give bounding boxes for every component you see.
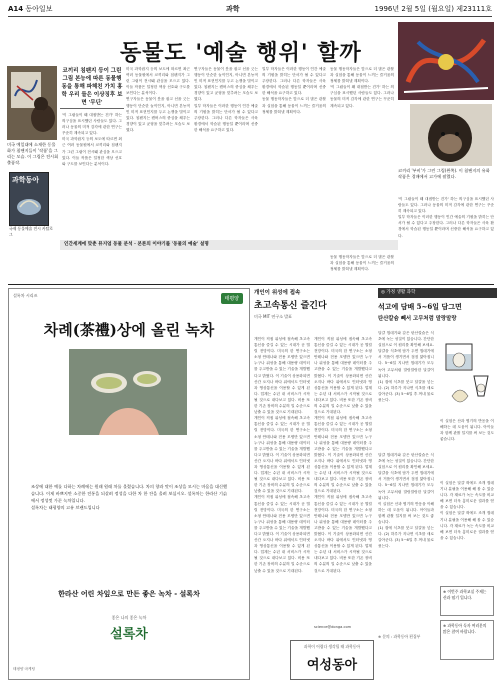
feature-body-col5: 동물 행동학자들은 앞으로 더 많은 관찰과 실험을 통해 동물이 느끼는 즐거움의 정체를 밝혀낼 계획이다. '이 그림들이 왜 대접받는 건가' 하는 의구심을 표시했던 사람들도 있다. 그러나 동물의 미적 감각에 관한 연구는 꾸준히 계속되고 있다. — [330, 67, 394, 108]
science-title: 석고에 담배 5~6일 담그면 — [378, 302, 462, 311]
bottom-magazine-ad — [290, 640, 374, 680]
book-caption: 국제 동물예술 전시 카탈로그 — [9, 226, 53, 237]
ad-brand-badge: 태평양 — [221, 293, 244, 304]
bottom-ad-small: 과학이 어렵다 생각될 때 과학동아 — [303, 644, 361, 649]
feature-body-col2: 미국 과학잡지 등의 보도에 따르면 최근 여러 동물원에서 코끼리와 침팬지가 그린 그림이 전시돼 관심을 모으고 있다. 이들 작품은 일정한 색상 선호와 구도를 보인다는 분석이다. 연구자들은 동물이 붓을 잡고 선을 긋는 행동이 단순한 놀이인지, 아니면 본능적인 미적 표현인지를 두고 논쟁을 벌이고 있다. 침팬지는 캔버스의 중심을 채우는 경향이 있고 균형을 맞추려는 모습도 보였다. — [126, 67, 190, 132]
section-divider — [8, 284, 494, 285]
book-title: 과학동아 — [12, 175, 40, 184]
subhead-divider — [60, 108, 124, 109]
ad-tag: 설록차 시리즈 — [13, 293, 38, 298]
feature-body-col3: 연구자들은 동물이 붓을 잡고 선을 긋는 행동이 단순한 놀이인지, 아니면 본능적인 미적 표현인지를 두고 논쟁을 벌이고 있다. 침팬지는 캔버스의 중심을 채우는 경향이 있고 균형을 맞추려는 모습도 보였다. 일부 학자들은 이러한 행동이 인간 예술의 기원을 밝히는 단서가 될 수 있다고 주장한다. 그러나 다른 학자들은 사육 환경에서 학습된 행동일 뿐이라며 신중한 해석을 요구하고 있다. — [194, 67, 258, 132]
ad-slogan: 한라산 어린 차잎으로 만든 좋은 녹차 - 설록차 — [58, 589, 200, 598]
chimp-portrait-photo — [410, 104, 492, 166]
science-text-b: 이 실험은 산과 염기의 반응을 이해하는 데 도움이 됩니다. 아이들과 함께 관찰 일지를 써 보는 것도 좋습니다. — [440, 419, 494, 442]
right-far-text: 이 실험은 달걀 외에도 조개 껍데기나 분필을 이용해 해 볼 수 있습니다. 각 재료가 녹는 속도를 비교해 보면 더욱 흥미로운 결과를 얻을 수 있습니다. 이 실험은 달걀 외에도 조개 껍데기나 분필을 이용해 해 볼 수 있습니다. 각 재료가 녹는 속도를 비교해 보면 더욱 흥미로운 결과를 얻을 수 있습니다. — [440, 481, 494, 540]
science-title2: 탄산칼슘 빼서 고무처럼 말랑말랑 — [378, 316, 457, 322]
info-box-2: ※ 과학동아 독자 여러분의 많은 참여 바랍니다. — [440, 620, 494, 660]
right-photo-caption: 코끼리 '부비'가 그린 그림(왼쪽). 이 침팬지의 유화 작품은 경매에서 고가에 팔렸다. — [398, 168, 490, 179]
science-text-c: 달걀 껍데기와 같은 탄산칼슘은 식초에 녹는 성질이 있습니다. 간단한 실험으로 이 원리를 확인해 보세요. 달걀을 식초에 담가 두면 껍데기에서 거품이 생기면서 점점 얇아집니다. 5~6일 지나면 껍데기가 모두 녹아 고무처럼 말랑말랑한 달걀이 됩니다. 이 실험은 산과 염기의 반응을 이해하는 데 도움이 됩니다. 아이들과 함께 관찰 일지를 써 보는 것도 좋습니다. (1) 컵에 식초를 붓고 달걀을 넣는다. (2) 하루가 지나면 식초를 새로 갈아준다. (3) 5~6일 후 꺼내 물로 씻는다. — [378, 453, 434, 549]
left-photo-caption: 미국 예일대에 소재한 동물화가 침팬지들이 '작품'을 그리는 모습. 이 그림은 전시회 출품작. — [7, 142, 59, 165]
book-cover-art — [10, 187, 48, 221]
satellite-email: science@donga.com — [314, 625, 352, 629]
satellite-article-head — [254, 288, 372, 334]
page-header — [8, 2, 492, 17]
info-box-1: ※ 이번주 과학교실 주제는 산과 염기 입니다. — [440, 586, 494, 616]
satellite-col1: 개인이 직접 위성에 접속해 초고속통신을 즐길 수 있는 시대가 곧 열릴 전망이다. 미국의 한 연구소는 소형 안테나와 전용 모뎀만 있으면 누구나 위성을 통해 대용량 데이터를 주고받을 수 있는 기술을 개발했다고 밝혔다. 이 기술이 상용화되면 산간 오지나 바다 위에서도 인터넷과 영상통신을 이용할 수 있게 된다. 업계는 수년 내 서비스가 시작될 것으로 내다보고 있다. 비용 또한 기존 장비의 수분의 일 수준으로 낮출 수 있을 것으로 기대된다. 개인이 직접 위성에 접속해 초고속통신을 즐길 수 있는 시대가 곧 열릴 전망이다. 미국의 한 연구소는 소형 안테나와 전용 모뎀만 있으면 누구나 위성을 통해 대용량 데이터를 주고받을 수 있는 기술을 개발했다고 밝혔다. 이 기술이 상용화되면 산간 오지나 바다 위에서도 인터넷과 영상통신을 이용할 수 있게 된다. 업계는 수년 내 서비스가 시작될 것으로 내다보고 있다. 비용 또한 기존 장비의 수분의 일 수준으로 낮출 수 있을 것으로 기대된다. 개인이 직접 위성에 접속해 초고속통신을 즐길 수 있는 시대가 곧 열릴 전망이다. 미국의 한 연구소는 소형 안테나와 전용 모뎀만 있으면 누구나 위성을 통해 대용량 데이터를 주고받을 수 있는 기술을 개발했다고 밝혔다. 이 기술이 상용화되면 산간 오지나 바다 위에서도 인터넷과 영상통신을 이용할 수 있게 된다. 업계는 수년 내 서비스가 시작될 것으로 내다보고 있다. 비용 또한 기존 장비의 수분의 일 수준으로 낮출 수 있을 것으로 기대된다. — [254, 337, 310, 573]
feature-subhead: 코끼리 침팬지 등이 그린 그림 본능에 따른 동물행동을 통해 파헤친 가치 홍학 우리 들은 이상징후 보면 '무딘' — [61, 68, 123, 106]
issue-date: 1996년 2월 5일 (월요일) 제23111호 — [374, 5, 492, 13]
feature-body-col4: 일부 학자들은 이러한 행동이 인간 예술의 기원을 밝히는 단서가 될 수 있다고 주장한다. 그러나 다른 학자들은 사육 환경에서 학습된 행동일 뿐이라며 신중한 해석을 요구하고 있다. 동물 행동학자들은 앞으로 더 많은 관찰과 실험을 통해 동물이 느끼는 즐거움의 정체를 밝혀낼 계획이다. — [262, 67, 326, 114]
satellite-kicker: 개인이 위성에 접속 — [254, 290, 301, 296]
tea-cup-photo — [69, 349, 187, 435]
chimp-painting-photo — [7, 66, 57, 140]
experiment-diagram — [440, 336, 494, 416]
sidebar-text: 동물 행동학자들은 앞으로 더 많은 관찰과 실험을 통해 동물이 느끼는 즐거움의 정체를 밝혀낼 계획이다. — [330, 255, 394, 272]
sidebar-bar: 인간세계에 맞춘 뮤지엄 동물 분석 · 본론의 이야기를 '동물의 예술' 설명 — [60, 240, 398, 250]
science-kicker: ◎ 가정 생활 과학 — [378, 288, 497, 298]
satellite-col2: 개인이 직접 위성에 접속해 초고속통신을 즐길 수 있는 시대가 곧 열릴 전망이다. 미국의 한 연구소는 소형 안테나와 전용 모뎀만 있으면 누구나 위성을 통해 대용량 데이터를 주고받을 수 있는 기술을 개발했다고 밝혔다. 이 기술이 상용화되면 산간 오지나 바다 위에서도 인터넷과 영상통신을 이용할 수 있게 된다. 업계는 수년 내 서비스가 시작될 것으로 내다보고 있다. 비용 또한 기존 장비의 수분의 일 수준으로 낮출 수 있을 것으로 기대된다. 개인이 직접 위성에 접속해 초고속통신을 즐길 수 있는 시대가 곧 열릴 전망이다. 미국의 한 연구소는 소형 안테나와 전용 모뎀만 있으면 누구나 위성을 통해 대용량 데이터를 주고받을 수 있는 기술을 개발했다고 밝혔다. 이 기술이 상용화되면 산간 오지나 바다 위에서도 인터넷과 영상통신을 이용할 수 있게 된다. 업계는 수년 내 서비스가 시작될 것으로 내다보고 있다. 비용 또한 기존 장비의 수분의 일 수준으로 낮출 수 있을 것으로 기대된다. 개인이 직접 위성에 접속해 초고속통신을 즐길 수 있는 시대가 곧 열릴 전망이다. 미국의 한 연구소는 소형 안테나와 전용 모뎀만 있으면 누구나 위성을 통해 대용량 데이터를 주고받을 수 있는 기술을 개발했다고 밝혔다. 이 기술이 상용화되면 산간 오지나 바다 위에서도 인터넷과 영상통신을 이용할 수 있게 된다. 업계는 수년 내 서비스가 시작될 것으로 내다보고 있다. 비용 또한 기존 장비의 수분의 일 수준으로 낮출 수 있을 것으로 기대된다. — [314, 337, 372, 573]
bottom-ad-logo: 여성동아 — [306, 658, 358, 673]
satellite-byline: 미국 MIT 연구소 발표 — [254, 314, 292, 319]
page-number: A14 동아일보 — [8, 5, 53, 13]
science-note: ※ 문의 : 과학동아 편집부 — [378, 634, 421, 639]
feature-body-col1: '이 그림들이 왜 대접받는 건가' 하는 의구심을 표시했던 사람들도 있다. 그러나 동물의 미적 감각에 관한 연구는 꾸준히 계속되고 있다. 미국 과학잡지 등의 보도에 따르면 최근 여러 동물원에서 코끼리와 침팬지가 그린 그림이 전시돼 관심을 모으고 있다. 이들 작품은 일정한 색상 선호와 구도를 보인다는 분석이다. — [62, 113, 122, 166]
tea-ad — [8, 288, 250, 680]
ad-body: 조상에 대한 예를 다하는 차례에는 원래 원래 차를 올렸습니다. 차의 향과 맛이 조상을 모시는 마음을 대신했습니다. 이제 바쁘지만 소중한 전통을 되살려 정성을 다한 차 한 잔을 올려 보십시오. 설록차는 한라산 기슭에서 정성껏 가꾼 녹차입니다. 설록차는 태평양의 고유 브랜드입니다 — [31, 484, 227, 510]
ad-footer: 태평양 마케팅 — [13, 667, 35, 671]
section-name: 과학 — [226, 5, 240, 13]
satellite-title: 초고속통신 즐긴다 — [254, 301, 327, 311]
science-text-a: 달걀 껍데기와 같은 탄산칼슘은 식초에 녹는 성질이 있습니다. 간단한 실험으로 이 원리를 확인해 보세요. 달걀을 식초에 담가 두면 껍데기에서 거품이 생기면서 점점 얇아집니다. 5~6일 지나면 껍데기가 모두 녹아 고무처럼 말랑말랑한 달걀이 됩니다. (1) 컵에 식초를 붓고 달걀을 넣는다. (2) 하루가 지나면 식초를 새로 갈아준다. (3) 5~6일 후 꺼내 물로 씻는다. — [378, 331, 434, 403]
elephant-painting-photo — [398, 22, 494, 100]
book-cover — [9, 172, 49, 226]
feature-headline: 동물도 '예술 행위' 할까 — [120, 40, 362, 66]
ad-logo: 설록차 — [110, 627, 148, 642]
right-column-text: '이 그림들이 왜 대접받는 건가' 하는 의구심을 표시했던 사람들도 있다. 그러나 동물의 미적 감각에 관한 연구는 꾸준히 계속되고 있다. 일부 학자들은 이러한 행동이 인간 예술의 기원을 밝히는 단서가 될 수 있다고 주장한다. 그러나 다른 학자들은 사육 환경에서 학습된 행동일 뿐이라며 신중한 해석을 요구하고 있다. — [398, 197, 494, 238]
ad-small: 좋은 나의 좋은 녹차 — [111, 615, 147, 620]
ad-title: 차례(茶禮)상에 올린 녹차 — [43, 321, 215, 339]
